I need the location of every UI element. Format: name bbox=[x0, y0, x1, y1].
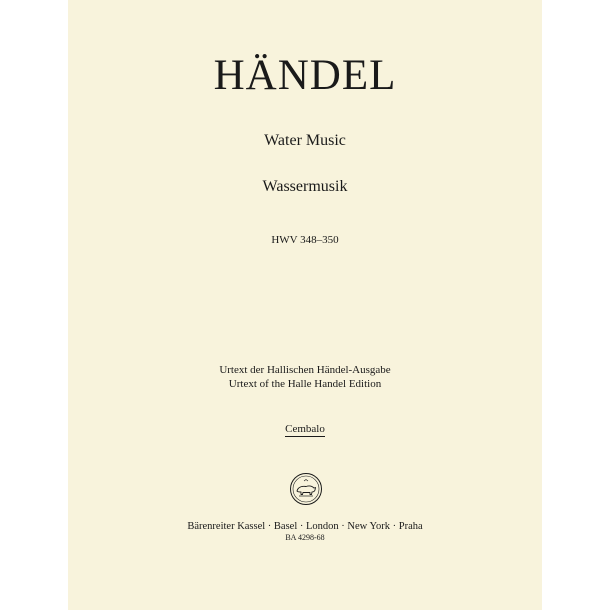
instrument-text: Cembalo bbox=[285, 423, 325, 435]
baerenreiter-bear-logo-icon bbox=[289, 472, 323, 506]
title-german: Wassermusik bbox=[262, 178, 348, 195]
instrument-label bbox=[68, 422, 542, 436]
title-english: Water Music bbox=[264, 132, 346, 149]
publisher-line: Bärenreiter Kassel · Basel · London · New York · Praha bbox=[187, 521, 423, 532]
edition-note-german: Urtext der Hallischen Händel-Ausgabe bbox=[219, 364, 391, 376]
order-number: BA 4298-68 bbox=[285, 533, 325, 542]
score-cover bbox=[68, 0, 542, 610]
composer-name: HÄNDEL bbox=[213, 52, 397, 99]
edition-note-english: Urtext of the Halle Handel Edition bbox=[228, 378, 382, 390]
catalog-number: HWV 348–350 bbox=[271, 234, 339, 246]
